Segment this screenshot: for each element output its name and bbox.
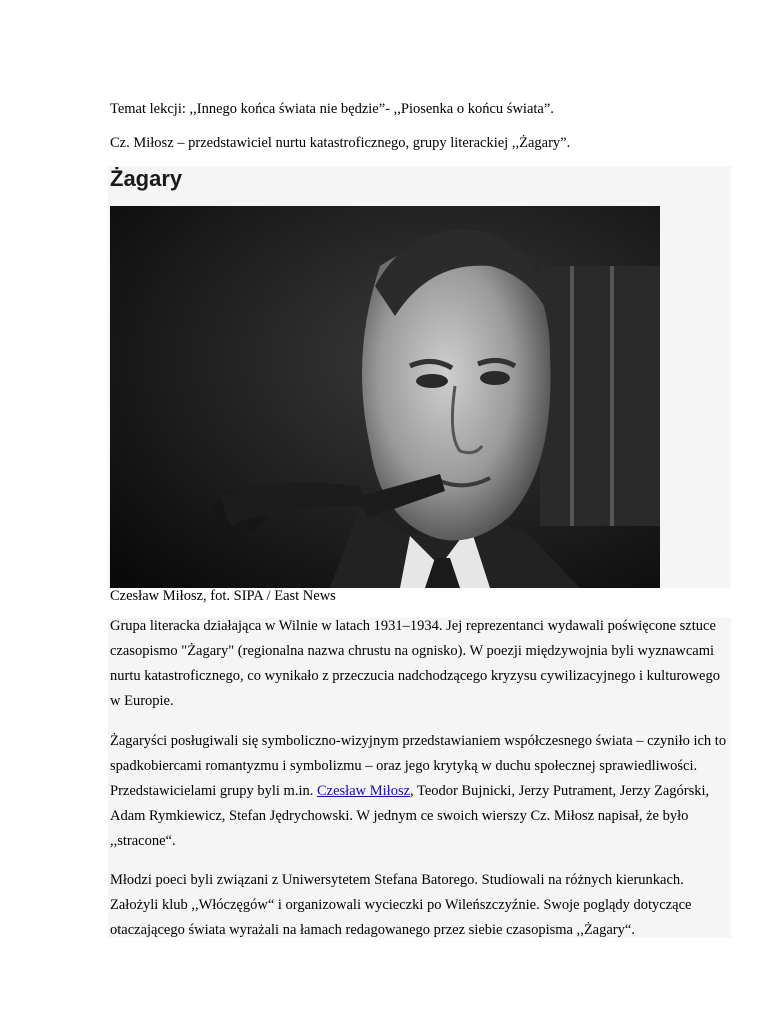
- paragraph-2: [110, 729, 730, 854]
- author-link-milosz[interactable]: Czesław Miłosz: [317, 783, 411, 799]
- paragraph-2-text-before: Żagaryści posługiwali się symboliczno-wizyjnym przedstawianiem współczesnego świata – czyniło ich to spadkobiercami romantyzmu i symbolizmu – oraz jego krytyką w duchu społecznej sprawiedliwości. Przedstawicielami grupy byli m.in.: [110, 733, 727, 799]
- paragraph-2-text-after: , Teodor Bujnicki, Jerzy Putrament, Jerzy Zagórski, Adam Rymkiewicz, Stefan Jędrychowski. W jednym ce swoich wierszy Cz. Miłosz napisał, że było ,,stracone“.: [110, 783, 710, 849]
- photo-caption: Czesław Miłosz, fot. SIPA / East News: [110, 588, 336, 604]
- paragraph-3: Młodzi poeci byli związani z Uniwersytetem Stefana Batorego. Studiowali na różnych kierunkach. Założyli klub ,,Włóczęgów“ i organizowali wycieczki po Wileńszczyźnie. Swoje poglądy dotyczące otaczającego świata wyrażali na łamach redagowanego przez siebie czasopisma ,,Żagary“.: [110, 872, 692, 938]
- article-heading: Żagary: [110, 166, 183, 191]
- lesson-note: Cz. Miłosz – przedstawiciel nurtu katastroficznego, grupy literackiej ,,Żagary”.: [110, 135, 571, 151]
- lesson-topic: Temat lekcji: ,,Innego końca świata nie będzie”- ,,Piosenka o końcu świata”.: [110, 101, 554, 117]
- paragraph-1: Grupa literacka działająca w Wilnie w latach 1931–1934. Jej reprezentanci wydawali poświęcone sztuce czasopismo "Żagary" (regionalna nazwa chrustu na ognisko). W poezji międzywojnia byli wyznawcami nurtu katastroficznego, co wynikało z przeczucia nadchodzącego kryzysu cywilizacyjnego i kulturowego w Europie.: [110, 618, 720, 709]
- portrait-photo: [110, 206, 660, 588]
